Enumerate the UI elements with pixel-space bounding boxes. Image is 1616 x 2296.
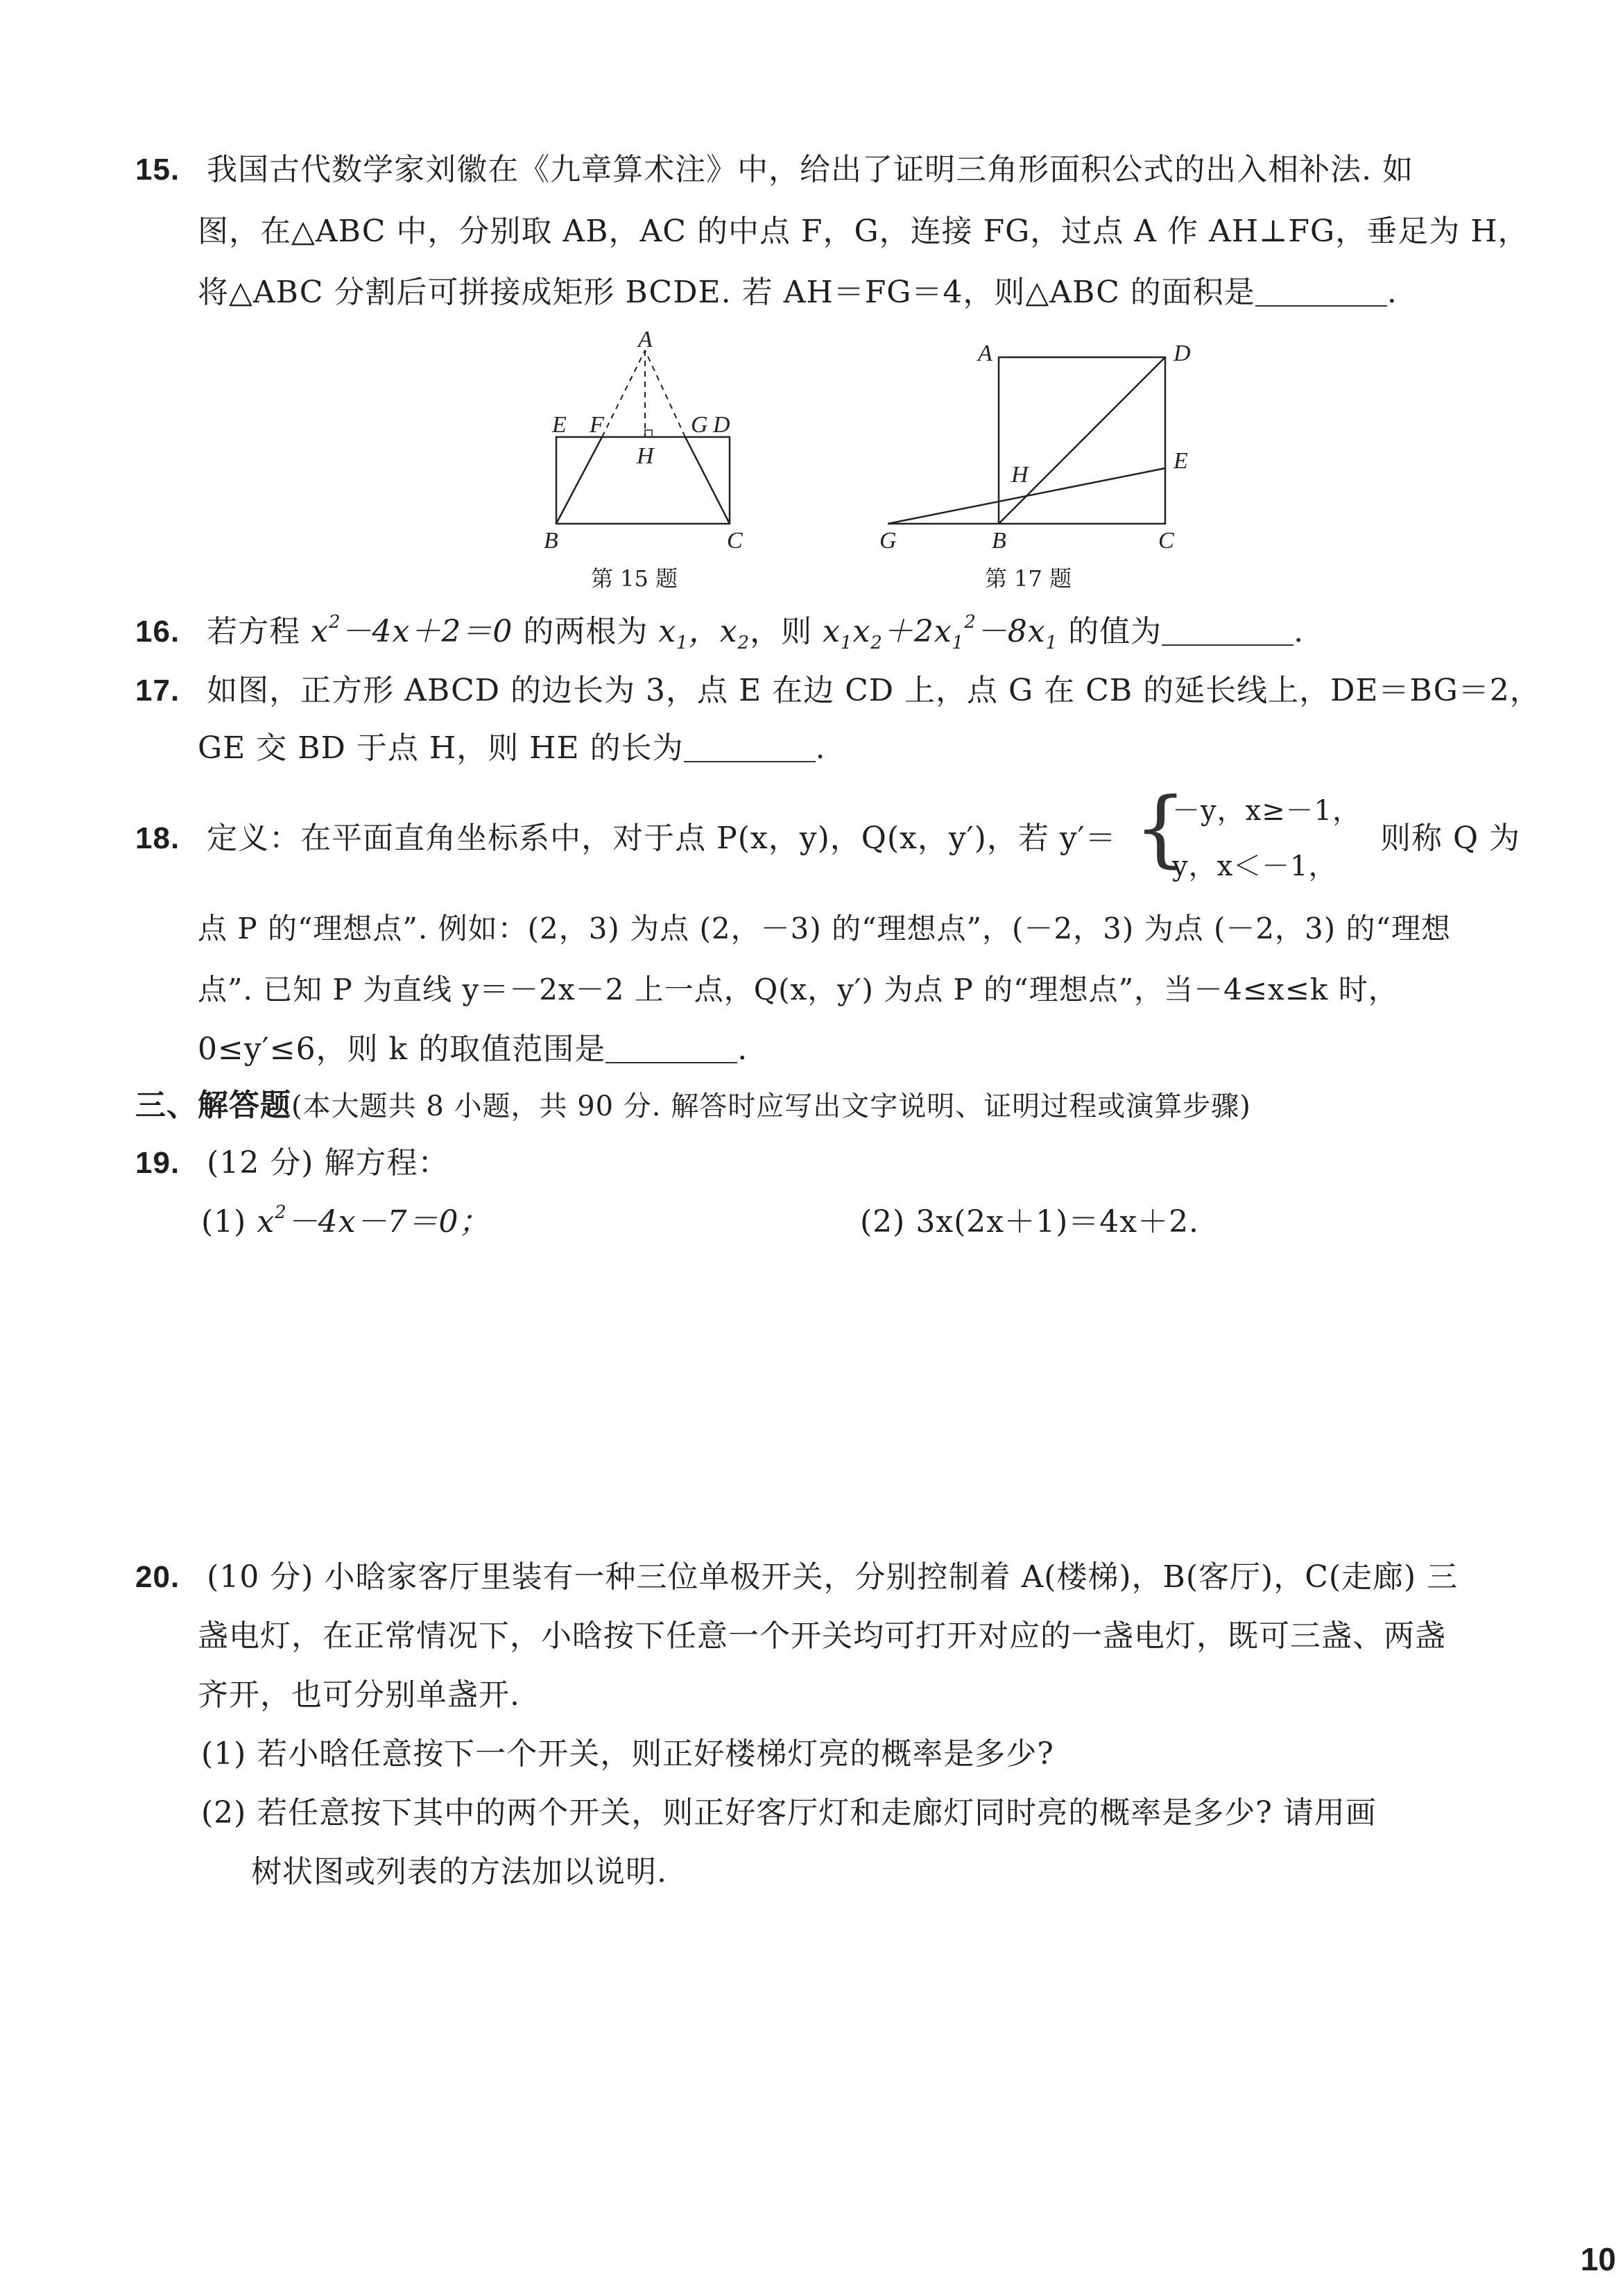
q17-line2: [198, 728, 826, 769]
q20-line1: [135, 1557, 1458, 1597]
q18-text-2: 点 P 的“理想点”. 例如：(2，3) 为点 (2，－3) 的“理想点”，(－2，3) 为点 (－2，3) 的“理想: [198, 911, 1451, 945]
q17-line1: [135, 671, 1541, 711]
q17-number: 17.: [135, 674, 180, 708]
q20-part2-b: 树状图或列表的方法加以说明.: [251, 1854, 667, 1890]
q16-number: 16.: [135, 615, 180, 649]
q18-number: 18.: [135, 821, 180, 855]
fig15-right-angle: [645, 430, 652, 437]
q16-mid: 的两根为: [523, 614, 648, 649]
fig15-label-H: H: [637, 443, 654, 469]
q20-text-2: 盏电灯，在正常情况下，小晗按下任意一个开关均可打开对应的一盏电灯，既可三盏、两盏: [198, 1618, 1446, 1654]
q20-part2-a: (2) 若任意按下其中的两个开关，则正好客厅灯和走廊灯同时亮的概率是多少? 请用画: [201, 1795, 1377, 1831]
q18-case2: y，x＜－1，: [1172, 850, 1337, 882]
q18-text-3: 点”. 已知 P 为直线 y＝－2x－2 上一点，Q(x，y′) 为点 P 的“理想点”，当－4≤x≤k 时，: [198, 973, 1398, 1006]
q18-line1: [135, 819, 1117, 859]
figure-15: [527, 319, 777, 597]
q15-line3: [198, 273, 1398, 313]
q20-text-3: 齐开，也可分别单盏开.: [198, 1677, 520, 1713]
fig15-label-G: G: [691, 412, 708, 438]
q15-number: 15.: [135, 153, 180, 187]
figure-17: [860, 326, 1221, 597]
q20-text-1: (10 分) 小晗家客厅里装有一种三位单极开关，分别控制着 A(楼梯)，B(客厅)，C(走廊) 三: [207, 1559, 1459, 1595]
section3-title: 三、解答题: [135, 1088, 291, 1123]
fig17-label-G: G: [879, 528, 897, 554]
q15-end: .: [1386, 275, 1398, 310]
fig17-diagonal-BD: [999, 357, 1165, 524]
q16-roots: $x_1$，$x_2$: [658, 614, 750, 653]
fig17-label-B: B: [992, 528, 1006, 554]
fig15-label-C: C: [727, 528, 743, 554]
q16-equation: $x^2-4x+2=0$: [311, 612, 513, 649]
q17-answer-blank: [684, 733, 816, 762]
q17-end: .: [815, 730, 826, 766]
fig15-label-F: F: [590, 412, 604, 438]
fig17-label-E: E: [1174, 448, 1188, 474]
q19-number: 19.: [135, 1146, 180, 1180]
fig15-side-BF: [556, 437, 602, 524]
q18-line4: [198, 1029, 748, 1070]
page-number: 10: [1580, 2241, 1616, 2277]
q19-part1-x2: $x^2$: [257, 1202, 287, 1240]
q19-text: (12 分) 解方程：: [207, 1145, 449, 1181]
fig17-label-H: H: [1011, 462, 1029, 488]
q18-case1: －y，x≥－1，: [1172, 795, 1361, 827]
q15-text-3: 将△ABC 分割后可拼接成矩形 BCDE. 若 AH＝FG＝4，则△ABC 的面积是: [198, 275, 1255, 310]
fig17-label-A: A: [978, 341, 992, 366]
fig15-label-A: A: [638, 327, 653, 352]
q19-part2: (2) 3x(2x＋1)＝4x＋2.: [860, 1204, 1200, 1240]
section3-note: (本大题共 8 小题，共 90 分. 解答时应写出文字说明、证明过程或演算步骤): [291, 1090, 1251, 1122]
q18-end: .: [737, 1031, 748, 1067]
q17-text-2: GE 交 BD 于点 H，则 HE 的长为: [198, 730, 684, 766]
q20-part1: (1) 若小晗任意按下一个开关，则正好楼梯灯亮的概率是多少?: [201, 1736, 1054, 1772]
fig17-label-D: D: [1174, 341, 1191, 366]
fig15-label-B: B: [544, 528, 558, 554]
fig15-side-CG: [685, 437, 730, 524]
q19-part1-label: (1): [201, 1204, 247, 1240]
q16-answer-blank: [1162, 617, 1293, 646]
q18-text-4: 0≤y′≤6，则 k 的取值范围是: [198, 1031, 606, 1067]
q18-text-1a: 定义：在平面直角坐标系中，对于点 P(x，y)，Q(x，y′)，若 y′＝: [207, 821, 1117, 856]
q16-end: .: [1293, 614, 1305, 649]
q18-answer-blank: [605, 1034, 737, 1063]
fig15-dashed-AG: [645, 350, 685, 437]
q16-pre: 若方程: [207, 614, 301, 649]
q15-text-2: 图，在△ABC 中，分别取 AB，AC 的中点 F，G，连接 FG，过点 A 作 AH⊥FG，垂足为 H，: [198, 214, 1529, 249]
fig17-label-C: C: [1158, 528, 1174, 554]
q15-text-1: 我国古代数学家刘徽在《九章算术注》中，给出了证明三角形面积公式的出入相补法. 如: [207, 152, 1414, 187]
q18-text-1b: 则称 Q 为: [1380, 821, 1521, 856]
fig15-label-D: D: [713, 412, 730, 438]
q20-number: 20.: [135, 1560, 180, 1594]
q15-answer-blank: [1255, 277, 1387, 307]
q16-mid2: ，则: [750, 614, 813, 649]
section3-header: [135, 1086, 1251, 1126]
q16-expression: $x_1x_2+2x_1^2-8x_1$: [823, 612, 1058, 653]
q16-line: [135, 612, 1304, 652]
fig15-label-E: E: [552, 412, 567, 438]
q19-part1-rest: －4x－7＝0；: [286, 1204, 490, 1240]
fig17-caption: 第 17 题: [985, 565, 1072, 592]
q17-text-1: 如图，正方形 ABCD 的边长为 3，点 E 在边 CD 上，点 G 在 CB 的延长线上，DE＝BG＝2，: [207, 673, 1541, 708]
q15-line1: [135, 150, 1413, 190]
q19-part1: [201, 1202, 490, 1242]
q19-line: [135, 1143, 449, 1183]
q16-post: 的值为: [1068, 614, 1162, 649]
fig15-caption: 第 15 题: [591, 565, 678, 592]
fig15-dashed-AF: [602, 350, 645, 437]
q18-piecewise-brace: {: [1134, 780, 1187, 877]
